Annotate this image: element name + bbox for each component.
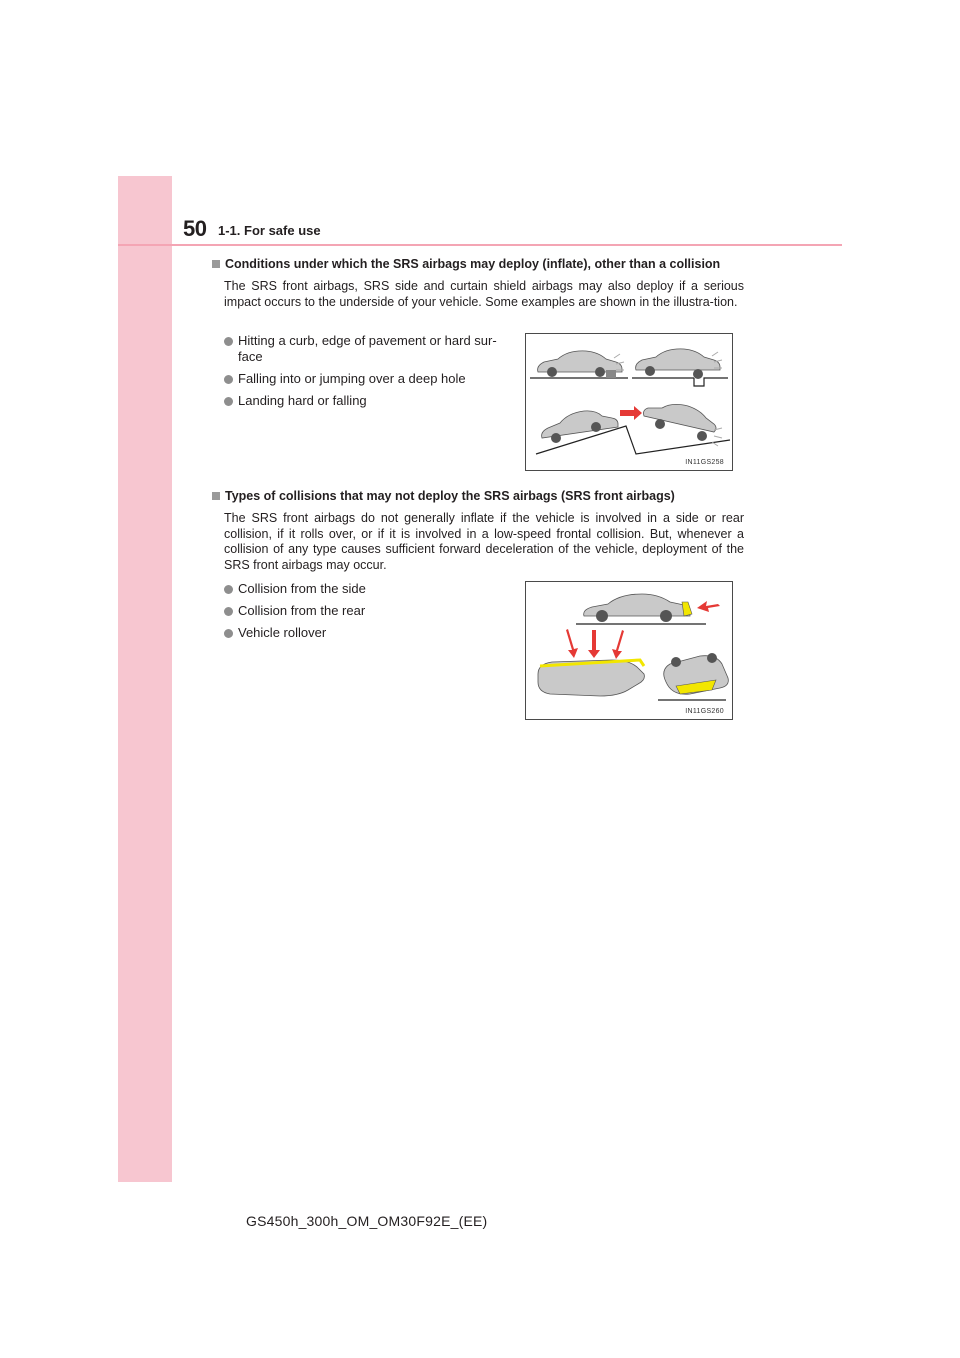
list-item: Falling into or jumping over a deep hole: [224, 371, 498, 387]
list-item: Collision from the rear: [224, 603, 498, 619]
non-deploy-drawing: [526, 582, 732, 719]
red-arrow-icon: [697, 601, 720, 612]
circle-bullet-icon: [224, 585, 233, 594]
red-arrow-icon: [588, 630, 600, 658]
list-item: Landing hard or falling: [224, 393, 498, 409]
red-arrow-icon: [566, 629, 578, 658]
header-rule: [118, 244, 842, 246]
section-heading-2: [212, 489, 675, 503]
bullet-list-2: [224, 581, 498, 641]
underside-impact-drawing: [526, 334, 732, 470]
list-item: Hitting a curb, edge of pavement or hard sur-face: [224, 333, 498, 365]
illustration-non-deploy-collisions: [525, 581, 733, 720]
section-title: 1-1. For safe use: [218, 223, 321, 238]
list-item: Collision from the side: [224, 581, 498, 597]
square-bullet-icon: [212, 492, 220, 500]
circle-bullet-icon: [224, 375, 233, 384]
circle-bullet-icon: [224, 337, 233, 346]
red-arrow-icon: [620, 406, 642, 420]
illustration-underside-impact: [525, 333, 733, 471]
document-code: GS450h_300h_OM_OM30F92E_(EE): [246, 1213, 488, 1229]
circle-bullet-icon: [224, 607, 233, 616]
figure-id: IN11GS258: [685, 459, 724, 466]
section-body-1: The SRS front airbags, SRS side and curtain shield airbags may also deploy if a serious impact occurs to the underside of your vehicle. Some examples are shown in the illustra-tion.: [224, 279, 744, 309]
section-heading-1-text: Conditions under which the SRS airbags may deploy (inflate), other than a collision: [225, 257, 721, 271]
section-heading-1: [212, 257, 720, 271]
list-item: Vehicle rollover: [224, 625, 498, 641]
header-tab: [118, 176, 172, 244]
red-arrow-icon: [612, 630, 624, 659]
square-bullet-icon: [212, 260, 220, 268]
figure-id: IN11GS260: [685, 708, 724, 715]
page-number: 50: [183, 216, 207, 241]
section-body-2: The SRS front airbags do not generally inflate if the vehicle is involved in a side or rear collision, if it rolls over, or if it is involved in a low-speed frontal collision. But, whenever a collision of any type causes sufficient forward deceleration of the vehicle, deployment of the SRS front airbags may occur.: [224, 511, 744, 572]
page-side-band: [118, 176, 172, 1182]
section-heading-2-text: Types of collisions that may not deploy the SRS airbags (SRS front airbags): [225, 489, 675, 503]
bullet-list-1: [224, 333, 498, 409]
circle-bullet-icon: [224, 397, 233, 406]
circle-bullet-icon: [224, 629, 233, 638]
